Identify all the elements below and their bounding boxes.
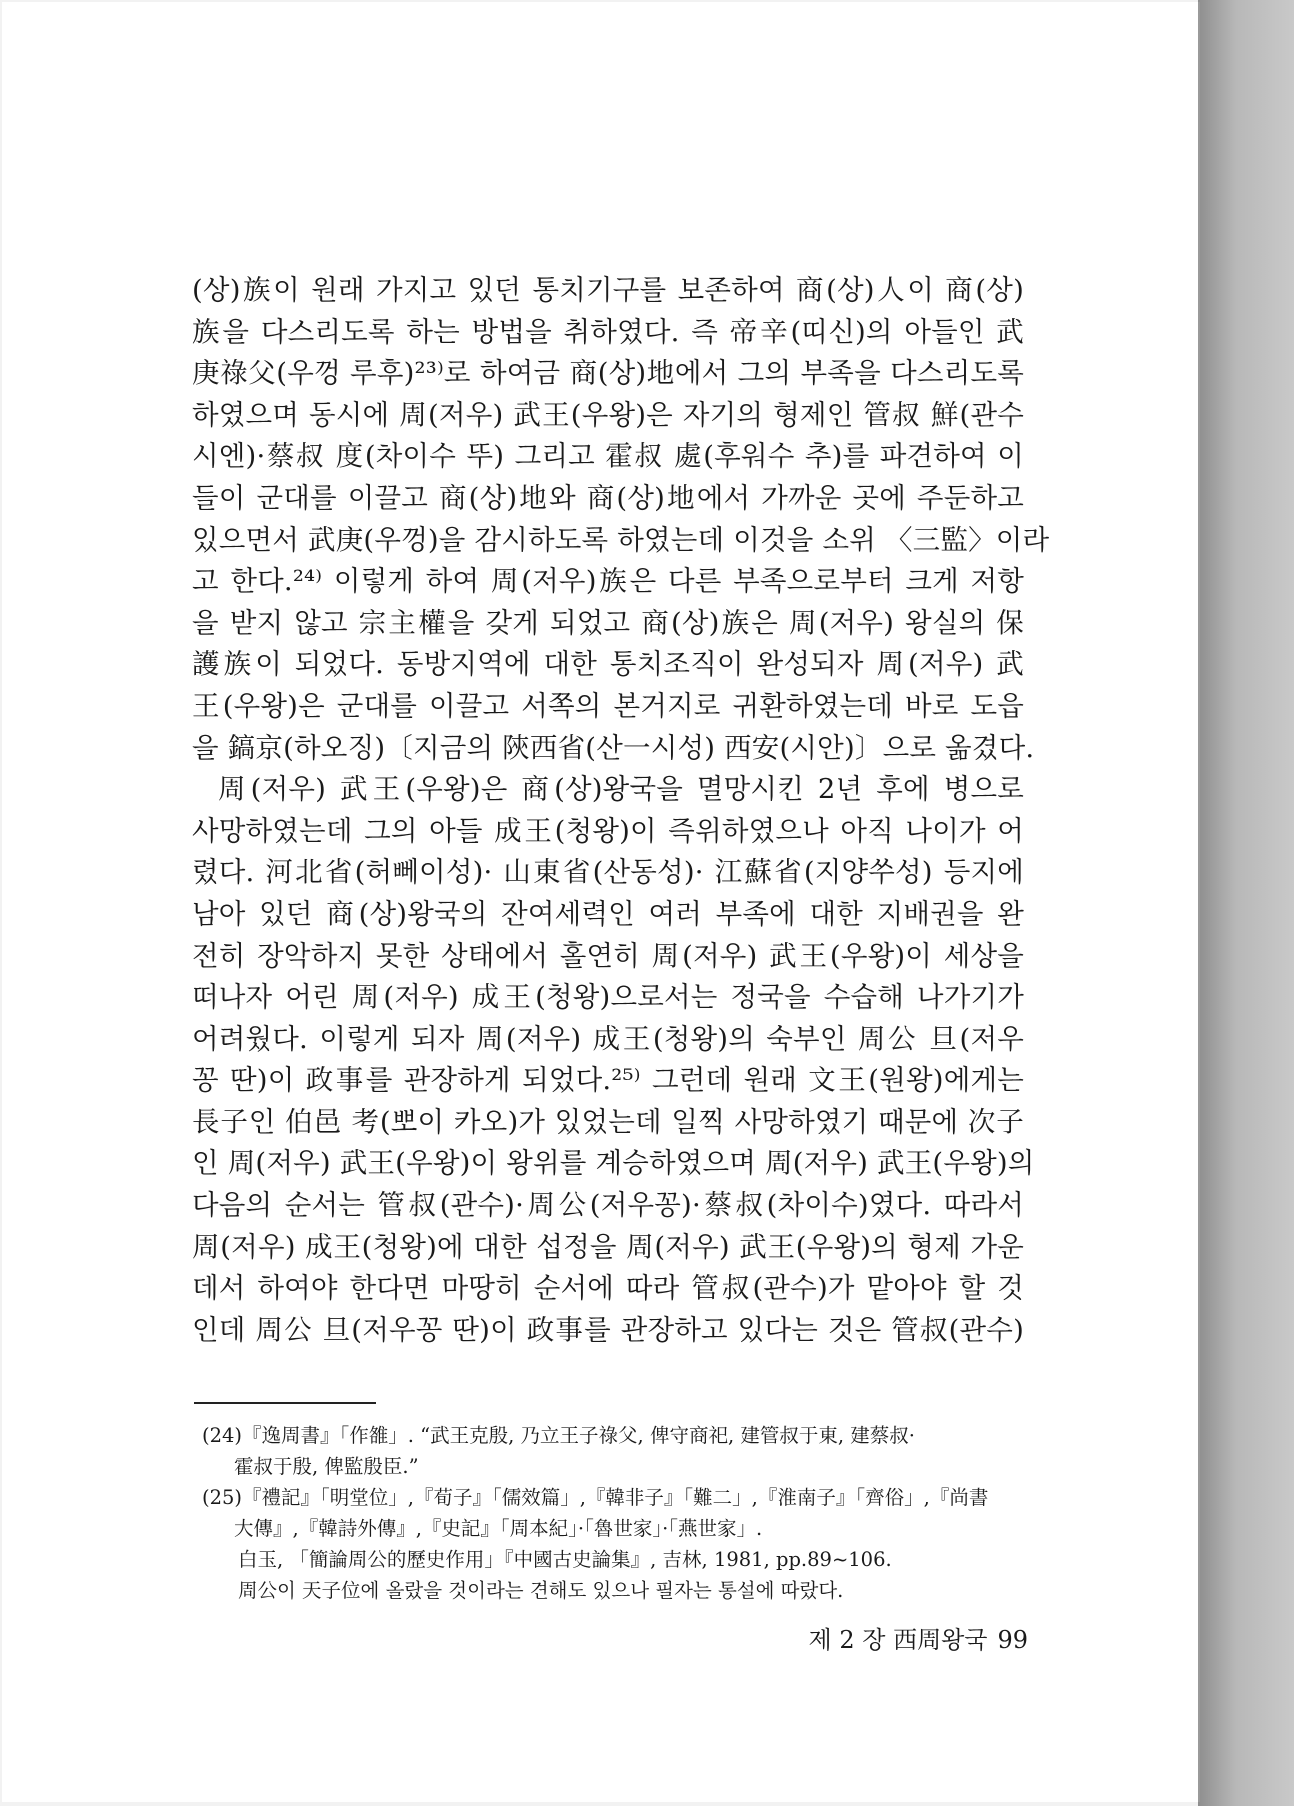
body-line: (상)族이 원래 가지고 있던 통치기구를 보존하여 商(상)人이 商(상) — [192, 274, 1024, 306]
body-line: 전히 장악하지 못한 상태에서 홀연히 周(저우) 武王(우왕)이 세상을 — [192, 939, 1024, 972]
body-line: 사망하였는데 그의 아들 成王(청왕)이 즉위하였으나 아직 나이가 어 — [192, 814, 1024, 847]
page-number: 99 — [997, 1626, 1028, 1654]
footnote-25-note: 周公이 天子位에 올랐을 것이라는 견해도 있으나 필자는 통설에 따랐다. — [238, 1579, 844, 1602]
body-text — [192, 270, 1050, 1351]
body-line: 떠나자 어린 周(저우) 成王(청왕)으로서는 정국을 수습해 나가기가 — [192, 981, 1024, 1014]
footnote-25-continued: 大傳』,『韓詩外傳』,『史記』「周本紀」·「魯世家」·「燕世家」. — [234, 1517, 763, 1540]
footnote-25: (25)『禮記』「明堂位」,『荀子』「儒效篇」,『韓非子』「難二」,『淮南子』「齊俗」,『尚書 — [202, 1486, 989, 1509]
body-line: 을 받지 않고 宗主權을 갖게 되었고 商(상)族은 周(저우) 왕실의 保 — [192, 606, 1024, 639]
body-line: 王(우왕)은 군대를 이끌고 서쪽의 본거지로 귀환하였는데 바로 도읍 — [192, 689, 1024, 722]
book-page — [2, 2, 1200, 1802]
footnote-25-reference: 白玉, 「簡論周公的歷史作用」『中國古史論集』, 吉林, 1981, pp.89~106. — [238, 1548, 892, 1571]
book-side-edge — [1198, 0, 1294, 1806]
body-line: 데서 하여야 한다면 마땅히 순서에 따라 管叔(관수)가 맡아야 할 것 — [192, 1272, 1024, 1305]
body-line: 族을 다스리도록 하는 방법을 취하였다. 즉 帝辛(띠신)의 아들인 武 — [192, 315, 1024, 348]
body-line: 어려웠다. 이렇게 되자 周(저우) 成王(청왕)의 숙부인 周公 旦(저우 — [192, 1022, 1024, 1055]
body-line: 고 한다.²⁴⁾ 이렇게 하여 周(저우)族은 다른 부족으로부터 크게 저항 — [192, 565, 1024, 598]
body-line: 하였으며 동시에 周(저우) 武王(우왕)은 자기의 형제인 管叔 鮮(관수 — [192, 398, 1024, 431]
footnote-24-continued: 霍叔于殷, 俾監殷臣.” — [234, 1455, 419, 1478]
page-footer — [738, 1620, 1028, 1655]
body-line: 을 鎬京(하오징)〔지금의 陝西省(산一시성) 西安(시안)〕으로 옮겼다. — [192, 731, 1035, 764]
body-line: 인 周(저우) 武王(우왕)이 왕위를 계승하였으며 周(저우) 武王(우왕)의 — [192, 1147, 1035, 1180]
body-line: 있으면서 武庚(우껑)을 감시하도록 하였는데 이것을 소위 〈三監〉이라 — [192, 523, 1050, 556]
body-line: 庚祿父(우껑 루후)²³⁾로 하여금 商(상)地에서 그의 부족을 다스리도록 — [192, 357, 1024, 390]
footnote-24: (24)『逸周書』「作雒」. “武王克殷, 乃立王子祿父, 俾守商祀, 建管叔于東, 建蔡叔· — [202, 1424, 915, 1447]
body-line: 護族이 되었다. 동방지역에 대한 통치조직이 완성되자 周(저우) 武 — [192, 648, 1024, 681]
body-line: 렸다. 河北省(허뻬이성)· 山東省(산동성)· 江蘇省(지양쑤성) 등지에 — [192, 856, 1024, 889]
body-line: 시엔)·蔡叔 度(차이수 뚜) 그리고 霍叔 處(후워수 추)를 파견하여 이 — [192, 440, 1024, 473]
footnote-divider — [194, 1402, 376, 1404]
body-line: 다음의 순서는 管叔(관수)·周公(저우꽁)·蔡叔(차이수)였다. 따라서 — [192, 1189, 1024, 1222]
body-line: 꽁 딴)이 政事를 관장하게 되었다.²⁵⁾ 그런데 원래 文王(원왕)에게는 — [192, 1064, 1024, 1097]
paragraph-start-line: 周(저우) 武王(우왕)은 商(상)왕국을 멸망시킨 2년 후에 병으로 — [218, 773, 1024, 806]
body-line: 長子인 伯邑 考(뽀이 카오)가 있었는데 일찍 사망하였기 때문에 次子 — [192, 1105, 1024, 1138]
body-line: 남아 있던 商(상)왕국의 잔여세력인 여러 부족에 대한 지배권을 완 — [192, 897, 1024, 930]
footnotes — [202, 1420, 1024, 1606]
chapter-title: 제 2 장 西周왕국 — [808, 1626, 988, 1654]
body-line: 周(저우) 成王(청왕)에 대한 섭정을 周(저우) 武王(우왕)의 형제 가운 — [192, 1230, 1024, 1263]
body-line: 들이 군대를 이끌고 商(상)地와 商(상)地에서 가까운 곳에 주둔하고 — [192, 481, 1024, 514]
body-line: 인데 周公 旦(저우꽁 딴)이 政事를 관장하고 있다는 것은 管叔(관수) — [192, 1313, 1024, 1346]
